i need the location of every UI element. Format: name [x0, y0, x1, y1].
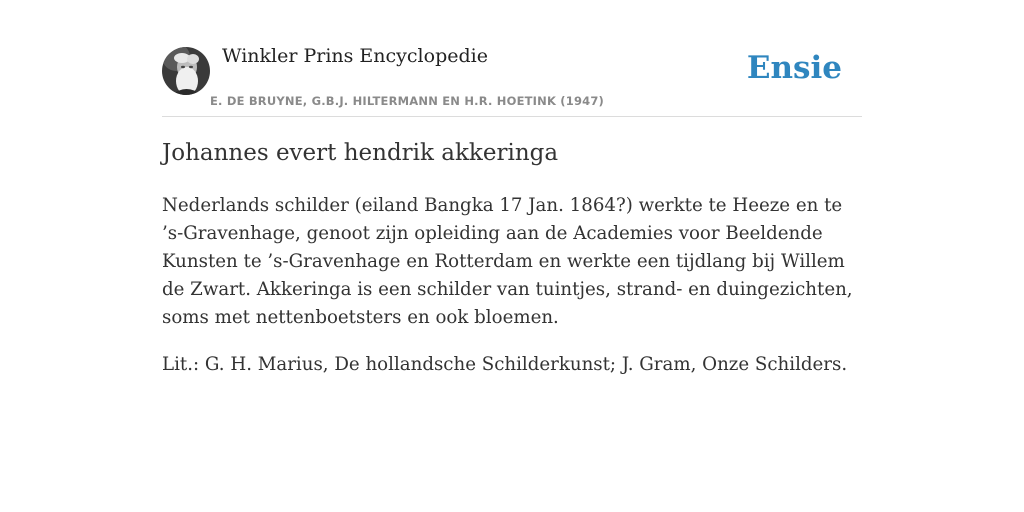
article-title: Johannes evert hendrik akkeringa — [162, 140, 559, 166]
publication-authors: E. DE BRUYNE, G.B.J. HILTERMANN EN H.R. HOETINK (1947) — [210, 94, 605, 108]
publication-title[interactable]: Winkler Prins Encyclopedie — [222, 45, 488, 67]
article-references: Lit.: G. H. Marius, De hollandsche Schilderkunst; J. Gram, Onze Schilders. — [162, 354, 848, 375]
brand-logo[interactable]: Ensie — [746, 50, 842, 86]
article-paragraph: Nederlands schilder (eiland Bangka 17 Jan. 1864?) werkte te Heeze en te ’s-Gravenhage, genoot zijn opleiding aan de Academies voor Beeldende Kunsten te ’s-Gravenhage en Rotterdam en werkte een tijdlang bij Willem de Zwart. Akkeringa is een schilder van tuintjes, strand- en duingezichten, soms met nettenboetsters en ook bloemen. — [162, 195, 853, 328]
publication-header — [162, 0, 862, 117]
author-avatar — [162, 47, 210, 95]
article-body — [162, 192, 862, 398]
author-portrait-icon — [162, 47, 210, 95]
page — [162, 0, 862, 375]
